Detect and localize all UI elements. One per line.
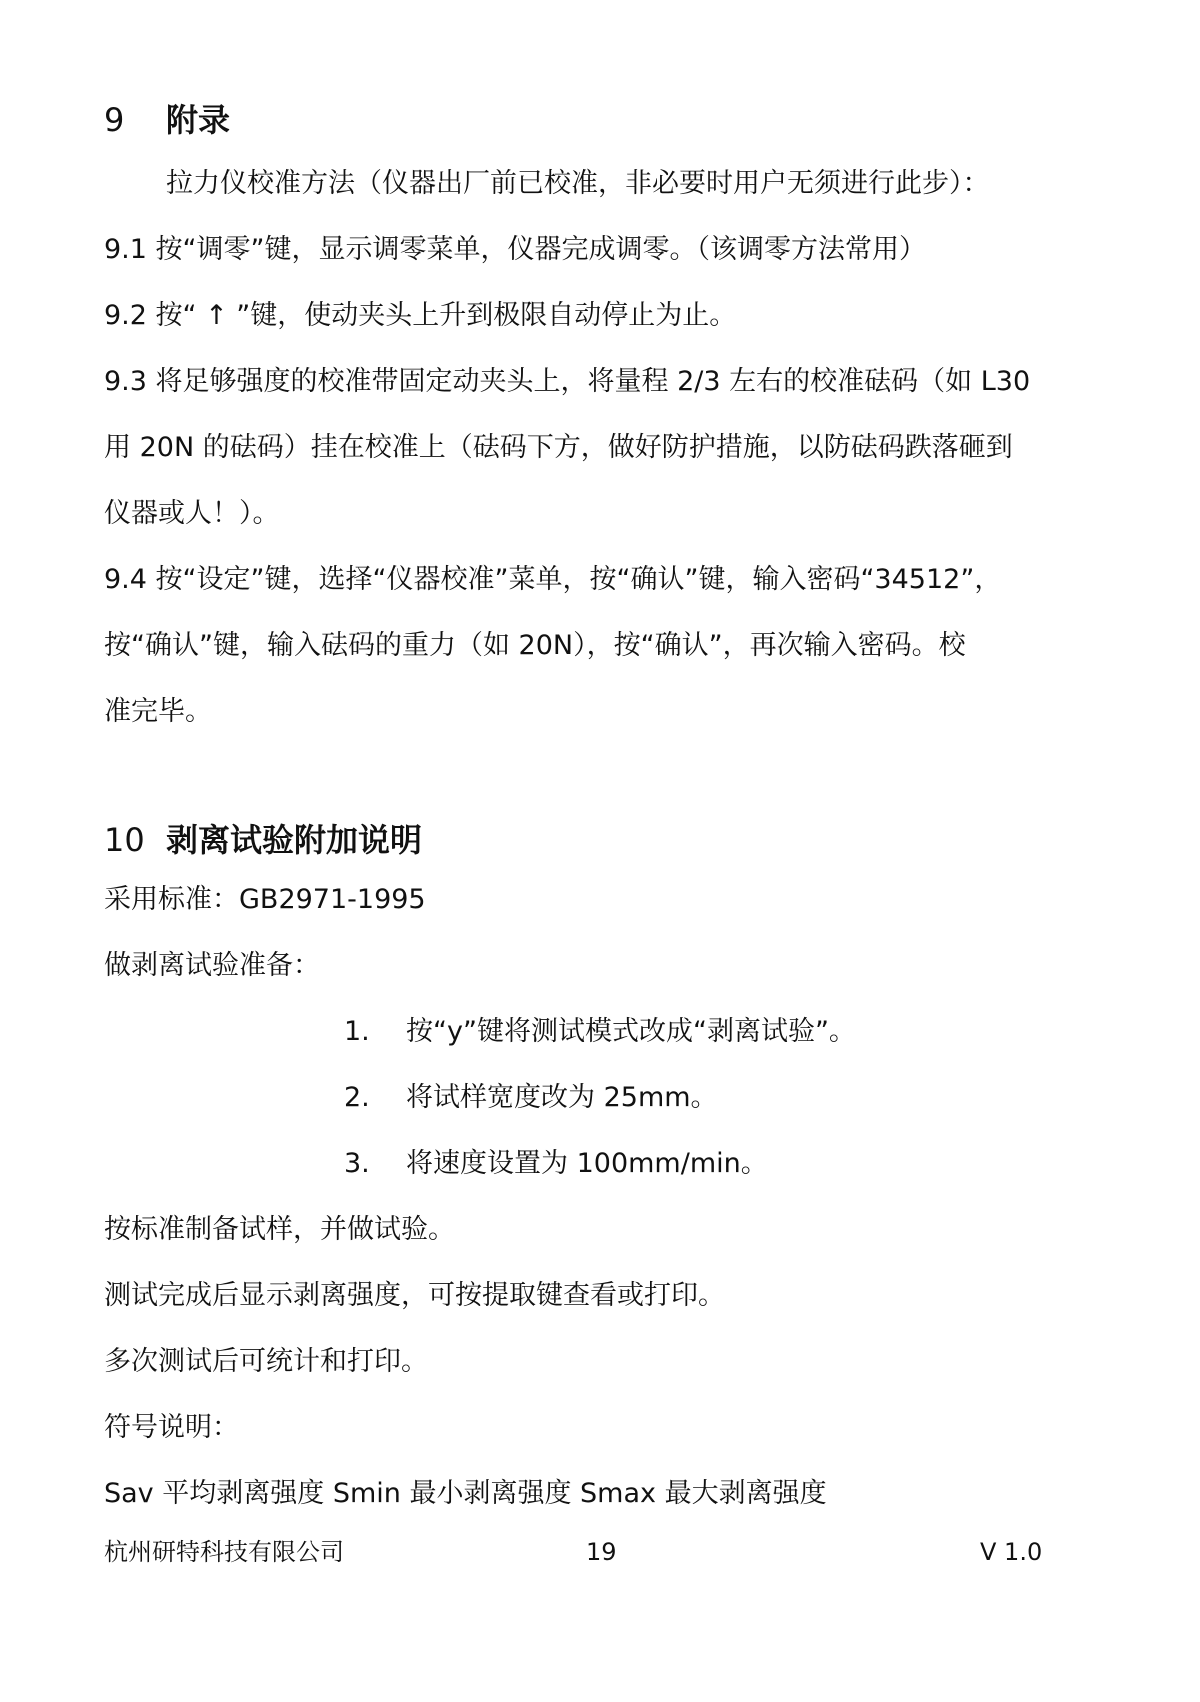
list-number: 1. bbox=[344, 1016, 370, 1047]
list-item bbox=[344, 1012, 856, 1052]
standard-line: 采用标准：GB2971-1995 bbox=[104, 884, 426, 915]
list-text: 将速度设置为 100mm/min。 bbox=[406, 1148, 768, 1179]
para-statistics: 多次测试后可统计和打印。 bbox=[104, 1346, 428, 1377]
step-9-3-line3: 仪器或人！）。 bbox=[104, 498, 280, 529]
list-item bbox=[344, 1078, 718, 1118]
para-view-result: 测试完成后显示剥离强度，可按提取键查看或打印。 bbox=[104, 1280, 725, 1311]
list-text: 按“y”键将测试模式改成“剥离试验”。 bbox=[406, 1016, 856, 1047]
step-9-4-line1: 9.4 按“设定”键，选择“仪器校准”菜单，按“确认”键，输入密码“34512”， bbox=[104, 564, 1002, 595]
footer-version: V 1.0 bbox=[980, 1538, 1043, 1566]
symbols-line: Sav 平均剥离强度 Smin 最小剥离强度 Smax 最大剥离强度 bbox=[104, 1478, 827, 1509]
symbols-title: 符号说明： bbox=[104, 1412, 239, 1443]
list-number: 2. bbox=[344, 1082, 370, 1113]
footer-page-number: 19 bbox=[586, 1538, 617, 1566]
list-item bbox=[344, 1144, 768, 1184]
list-number: 3. bbox=[344, 1148, 370, 1179]
step-9-4-line2: 按“确认”键，输入砝码的重力（如 20N），按“确认”，再次输入密码。校 bbox=[104, 630, 966, 661]
section-number: 10 bbox=[104, 821, 145, 859]
step-9-3-line2: 用 20N 的砝码）挂在校准上（砝码下方，做好防护措施，以防砝码跌落砸到 bbox=[104, 432, 1013, 463]
section-10-heading bbox=[104, 818, 422, 862]
footer-company: 杭州研特科技有限公司 bbox=[104, 1538, 344, 1566]
section-title: 剥离试验附加说明 bbox=[166, 821, 423, 859]
prep-title: 做剥离试验准备： bbox=[104, 950, 320, 981]
step-9-2: 9.2 按“ ↑ ”键，使动夹头上升到极限自动停止为止。 bbox=[104, 300, 737, 331]
section-title: 附录 bbox=[166, 101, 231, 139]
step-9-1: 9.1 按“调零”键，显示调零菜单，仪器完成调零。（该调零方法常用） bbox=[104, 234, 926, 265]
para-prepare-sample: 按标准制备试样，并做试验。 bbox=[104, 1214, 455, 1245]
step-9-3-line1: 9.3 将足够强度的校准带固定动夹头上，将量程 2/3 左右的校准砝码（如 L30 bbox=[104, 366, 1031, 397]
calibration-intro: 拉力仪校准方法（仪器出厂前已校准，非必要时用户无须进行此步）： bbox=[166, 168, 990, 199]
step-9-4-line3: 准完毕。 bbox=[104, 696, 212, 727]
section-9-heading bbox=[104, 98, 230, 142]
list-text: 将试样宽度改为 25mm。 bbox=[406, 1082, 718, 1113]
section-number: 9 bbox=[104, 101, 125, 139]
